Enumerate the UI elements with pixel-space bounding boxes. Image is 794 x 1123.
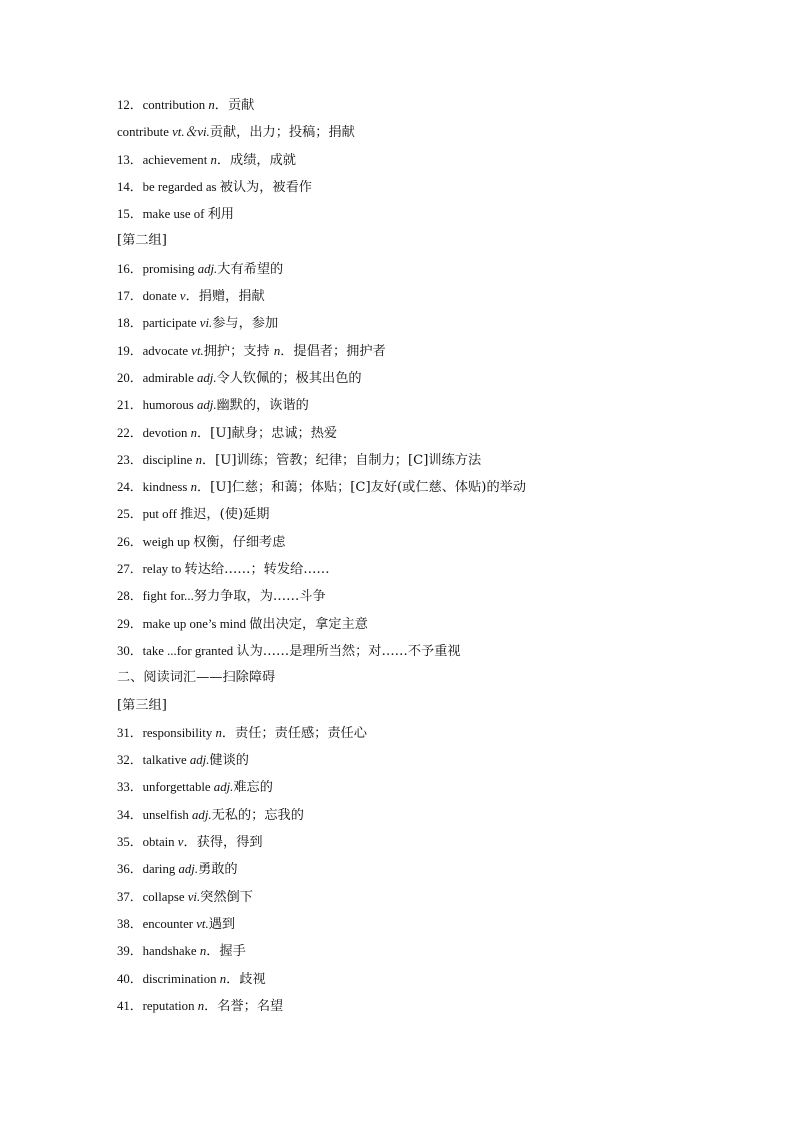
entry-word: responsibility xyxy=(142,725,216,740)
entry-part-of-speech: n xyxy=(219,971,227,986)
entry-part-of-speech-2: n xyxy=(273,343,281,358)
entry-number: 15． xyxy=(117,207,143,222)
vocabulary-entry xyxy=(117,340,757,367)
entry-part-of-speech: adj. xyxy=(178,862,199,877)
entry-definition: ．握手 xyxy=(206,944,246,960)
entry-word: encounter xyxy=(142,916,197,931)
entry-definition: ．[U]仁慈；和蔼；体贴；[C]友好(或仁慈、体贴)的举动 xyxy=(197,480,527,496)
entry-number: 23． xyxy=(117,452,143,467)
entry-definition: 勇敢的 xyxy=(198,862,238,878)
entry-part-of-speech: adj. xyxy=(192,807,212,822)
entry-number: 22． xyxy=(117,425,143,440)
vocabulary-entry xyxy=(117,749,757,776)
entry-part-of-speech: n xyxy=(190,425,197,440)
vocabulary-entry xyxy=(117,422,757,449)
entry-number: 26． xyxy=(117,534,143,549)
entry-word: fight for... xyxy=(142,589,194,604)
entry-word: collapse xyxy=(142,889,188,904)
entry-definition: 大有希望的 xyxy=(217,261,284,277)
entry-number: 27． xyxy=(117,562,143,577)
entry-definition: ．名誉；名望 xyxy=(204,998,284,1014)
vocabulary-entry xyxy=(117,121,757,148)
entry-number: 21． xyxy=(117,398,143,413)
entry-number: 34． xyxy=(117,807,143,822)
entry-number: 38． xyxy=(117,916,143,931)
entry-number: 16． xyxy=(117,261,143,276)
vocabulary-entry xyxy=(117,968,757,995)
section-heading: [第二组] xyxy=(117,233,167,249)
vocabulary-entry xyxy=(117,995,757,1022)
entry-definition: 努力争取，为……斗争 xyxy=(193,589,326,605)
vocabulary-entry xyxy=(117,804,757,831)
entry-part-of-speech: adj. xyxy=(196,398,217,413)
entry-number: 19． xyxy=(117,343,143,358)
entry-number: 18． xyxy=(117,316,143,331)
entry-part-of-speech: n xyxy=(190,480,197,495)
entry-number: 13． xyxy=(117,152,143,167)
vocabulary-entry xyxy=(117,503,757,530)
entry-definition: 推迟，(使)延期 xyxy=(180,507,270,523)
vocabulary-entry xyxy=(117,285,757,312)
vocabulary-entry xyxy=(117,312,757,339)
vocabulary-entry xyxy=(117,558,757,585)
vocabulary-entry xyxy=(117,476,757,503)
entry-definition: 遇到 xyxy=(208,916,236,932)
entry-definition: 拥护；支持 xyxy=(203,343,274,359)
entry-definition-2: ．提倡者；拥护者 xyxy=(280,343,386,359)
entry-word: achievement xyxy=(142,152,211,167)
entry-word: promising xyxy=(142,261,198,276)
vocabulary-entry xyxy=(117,94,757,121)
entry-definition: 健谈的 xyxy=(209,753,249,769)
entry-part-of-speech: vi. xyxy=(199,316,213,331)
entry-word: put off xyxy=(142,507,181,522)
entry-part-of-speech: vt. xyxy=(191,343,204,358)
entry-part-of-speech: n xyxy=(215,725,222,740)
entry-word: obtain xyxy=(142,835,178,850)
entry-definition: 做出决定，拿定主意 xyxy=(249,616,368,632)
entry-definition: 被认为，被看作 xyxy=(219,179,312,195)
vocabulary-entry xyxy=(117,640,757,667)
entry-definition: ．责任；责任感；责任心 xyxy=(221,725,367,741)
entry-definition: 利用 xyxy=(207,207,234,223)
entry-word: donate xyxy=(142,289,180,304)
vocabulary-entry xyxy=(117,203,757,230)
entry-number: 24． xyxy=(117,480,143,495)
entry-number: 40． xyxy=(117,971,143,986)
entry-number: 33． xyxy=(117,780,143,795)
entry-part-of-speech: v xyxy=(179,289,186,304)
entry-number: 29． xyxy=(117,616,143,631)
section-heading: 二、阅读词汇——扫除障碍 xyxy=(117,670,276,686)
vocabulary-entry xyxy=(117,394,757,421)
entry-part-of-speech: adj. xyxy=(196,370,217,385)
entry-part-of-speech: adj. xyxy=(213,780,234,795)
entry-number: 17． xyxy=(117,289,143,304)
vocabulary-entry xyxy=(117,722,757,749)
entry-number: 37． xyxy=(117,889,143,904)
vocabulary-entry xyxy=(117,449,757,476)
entry-definition: 难忘的 xyxy=(233,780,273,796)
entry-word: admirable xyxy=(142,370,197,385)
vocabulary-entry xyxy=(117,858,757,885)
entry-word: contribute xyxy=(117,125,173,140)
entry-definition: 幽默的，诙谐的 xyxy=(216,398,309,414)
entry-definition: 权衡，仔细考虑 xyxy=(193,534,286,550)
entry-definition: 转达给……；转发给…… xyxy=(184,562,330,578)
entry-word: be regarded as xyxy=(142,179,220,194)
entry-word: humorous xyxy=(142,398,197,413)
entry-part-of-speech: v xyxy=(177,835,184,850)
entry-word: unselfish xyxy=(142,807,193,822)
entry-definition: 无私的；忘我的 xyxy=(211,807,304,823)
entry-word: devotion xyxy=(142,425,191,440)
entry-word: participate xyxy=(142,316,200,331)
entry-word: discipline xyxy=(142,452,196,467)
vocabulary-entry xyxy=(117,831,757,858)
vocabulary-entry xyxy=(117,886,757,913)
entry-word: daring xyxy=(142,862,179,877)
entry-part-of-speech: vi. xyxy=(187,889,201,904)
entry-word: unforgettable xyxy=(142,780,214,795)
entry-number: 12． xyxy=(117,98,143,112)
entry-word: kindness xyxy=(142,480,191,495)
entry-number: 39． xyxy=(117,944,143,959)
entry-word: relay to xyxy=(142,562,185,577)
entry-number: 28． xyxy=(117,589,143,604)
entry-definition: 参与，参加 xyxy=(212,316,279,332)
vocabulary-entry xyxy=(117,531,757,558)
entry-part-of-speech: n xyxy=(199,944,207,959)
entry-definition: 贡献，出力；投稿；捐献 xyxy=(209,125,355,141)
entry-part-of-speech: adj. xyxy=(197,261,218,276)
entry-part-of-speech: n xyxy=(208,98,215,112)
entry-number: 25． xyxy=(117,507,143,522)
vocabulary-entry xyxy=(117,776,757,803)
entry-part-of-speech: n xyxy=(197,998,205,1013)
entry-part-of-speech: n xyxy=(195,452,202,467)
vocabulary-list xyxy=(117,94,757,1022)
entry-number: 20． xyxy=(117,370,143,385)
entry-definition: ．贡献 xyxy=(214,98,255,113)
entry-part-of-speech: adj. xyxy=(189,753,210,768)
section-heading: [第三组] xyxy=(117,697,167,713)
entry-definition: ．[U]训练；管教；纪律；自制力；[C]训练方法 xyxy=(201,452,482,468)
entry-word: handshake xyxy=(142,944,200,959)
entry-number: 32． xyxy=(117,753,143,768)
entry-definition: 认为……是理所当然；对……不予重视 xyxy=(236,643,461,659)
vocabulary-entry xyxy=(117,258,757,285)
entry-definition: 突然倒下 xyxy=(200,889,253,905)
entry-number: 14． xyxy=(117,179,143,194)
entry-number: 31． xyxy=(117,725,143,740)
entry-word: make up one’s mind xyxy=(142,616,250,631)
entry-definition: ．捐赠，捐献 xyxy=(185,289,265,305)
vocabulary-entry xyxy=(117,367,757,394)
entry-number: 35． xyxy=(117,835,143,850)
entry-word: discrimination xyxy=(142,971,220,986)
entry-part-of-speech: vt.＆vi. xyxy=(172,125,210,140)
entry-number: 36． xyxy=(117,862,143,877)
entry-word: contribution xyxy=(142,98,209,112)
entry-definition: ．[U]献身；忠诚；热爱 xyxy=(196,425,338,441)
vocabulary-entry xyxy=(117,149,757,176)
entry-word: advocate xyxy=(142,343,192,358)
entry-part-of-speech: vt. xyxy=(196,916,209,931)
entry-number: 41． xyxy=(117,998,143,1013)
vocabulary-entry xyxy=(117,613,757,640)
entry-word: make use of xyxy=(142,207,208,222)
entry-definition: ．获得，得到 xyxy=(183,835,263,851)
entry-definition: ．成绩，成就 xyxy=(216,152,296,168)
entry-word: take ...for granted xyxy=(142,643,237,658)
vocabulary-entry xyxy=(117,940,757,967)
entry-word: weigh up xyxy=(142,534,194,549)
vocabulary-entry xyxy=(117,913,757,940)
entry-word: reputation xyxy=(142,998,198,1013)
vocabulary-entry xyxy=(117,585,757,612)
entry-number: 30． xyxy=(117,643,143,658)
vocabulary-entry xyxy=(117,176,757,203)
entry-definition: 令人钦佩的；极其出色的 xyxy=(216,370,362,386)
entry-word: talkative xyxy=(142,753,190,768)
entry-definition: ．歧视 xyxy=(226,971,266,987)
entry-part-of-speech: n xyxy=(210,152,217,167)
